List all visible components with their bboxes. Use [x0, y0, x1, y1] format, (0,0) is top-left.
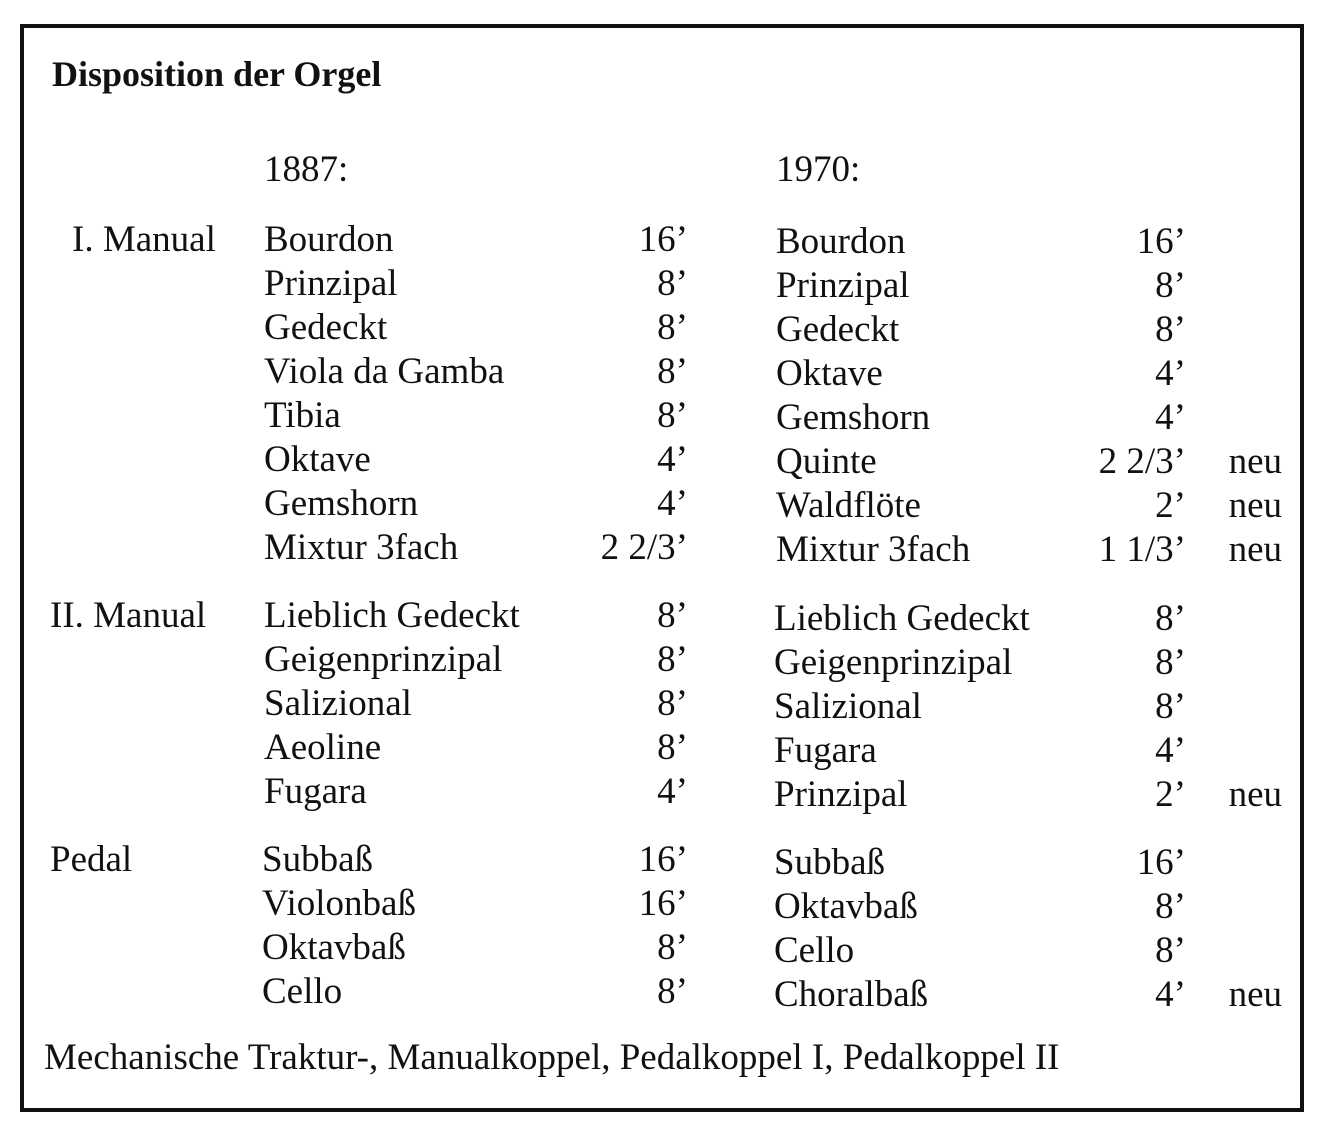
stop-footage: 8’: [1155, 642, 1186, 683]
stop-name: Oktave: [776, 353, 883, 394]
stop-row: [264, 682, 688, 726]
stop-name: Gedeckt: [264, 307, 388, 348]
stop-row: [264, 350, 688, 394]
stop-footage: 8’: [1155, 886, 1186, 927]
stop-name: Gemshorn: [264, 483, 419, 524]
stop-footage: 8’: [657, 683, 688, 724]
stop-row: [264, 482, 688, 526]
stop-name: Cello: [774, 930, 855, 971]
stop-list-1970-pedal: [774, 841, 1282, 1017]
stop-list-1970-manual-2: [774, 597, 1282, 817]
stop-row: [774, 885, 1186, 929]
stop-footage: 8’: [657, 395, 688, 436]
stop-row: [262, 882, 688, 926]
stop-footage: 16’: [638, 883, 688, 924]
stop-name: Aeoline: [264, 727, 382, 768]
year-heading-1887: 1887:: [264, 149, 349, 190]
stop-footage: 4’: [1155, 730, 1186, 771]
stop-footage: 1 1/3’: [1098, 529, 1186, 570]
new-stop-badge: neu: [1228, 974, 1282, 1015]
stop-row: [774, 685, 1186, 729]
stop-name: Salizional: [264, 683, 412, 724]
stop-footage: 16’: [1136, 842, 1186, 883]
stop-name: Prinzipal: [774, 774, 908, 815]
stop-name: Prinzipal: [776, 265, 910, 306]
stop-name: Gemshorn: [776, 397, 931, 438]
stop-row: [264, 526, 688, 570]
stop-name: Fugara: [774, 730, 877, 771]
new-stop-badge: neu: [1228, 774, 1282, 815]
stop-name: Quinte: [776, 441, 877, 482]
stop-row: [776, 484, 1282, 528]
stop-name: Tibia: [264, 395, 341, 436]
stop-footage: 8’: [1155, 309, 1186, 350]
stop-footage: 8’: [657, 639, 688, 680]
stop-footage: 4’: [657, 771, 688, 812]
stop-name: Mixtur 3fach: [776, 529, 971, 570]
stop-name: Mixtur 3fach: [264, 527, 459, 568]
stop-footage: 4’: [1155, 974, 1186, 1015]
stop-list-1887-manual-1: [264, 218, 688, 570]
stop-name: Fugara: [264, 771, 367, 812]
stop-name: Choralbaß: [774, 974, 929, 1015]
stop-row: [264, 726, 688, 770]
stop-name: Oktave: [264, 439, 371, 480]
stop-name: Violonbaß: [262, 883, 416, 924]
stop-footage: 8’: [1155, 265, 1186, 306]
stop-row: [776, 352, 1186, 396]
stop-name: Gedeckt: [776, 309, 900, 350]
stop-name: Oktavbaß: [262, 927, 406, 968]
stop-name: Waldflöte: [776, 485, 921, 526]
new-stop-badge: neu: [1228, 441, 1282, 482]
stop-row: [264, 262, 688, 306]
stop-row: [262, 926, 688, 970]
stop-name: Bourdon: [776, 221, 906, 262]
stop-footage: 2 2/3’: [1098, 441, 1186, 482]
stop-footage: 4’: [657, 483, 688, 524]
stop-name: Bourdon: [264, 219, 394, 260]
stop-footage: 8’: [1155, 930, 1186, 971]
stop-footage: 8’: [1155, 686, 1186, 727]
stop-footage: 16’: [638, 219, 688, 260]
stop-name: Oktavbaß: [774, 886, 918, 927]
section-label-manual-2: II. Manual: [50, 595, 207, 636]
stop-footage: 8’: [657, 727, 688, 768]
stop-name: Subbaß: [774, 842, 885, 883]
stop-footage: 8’: [657, 927, 688, 968]
stop-row: [774, 841, 1186, 885]
stop-row: [776, 440, 1282, 484]
stop-name: Geigenprinzipal: [264, 639, 503, 680]
stop-footage: 16’: [638, 839, 688, 880]
stop-row: [264, 394, 688, 438]
stop-footage: 8’: [657, 595, 688, 636]
stop-row: [774, 973, 1282, 1017]
stop-row: [774, 773, 1282, 817]
stop-name: Viola da Gamba: [264, 351, 505, 392]
new-stop-badge: neu: [1228, 529, 1282, 570]
stop-footage: 2’: [1155, 485, 1186, 526]
stop-footage: 8’: [657, 307, 688, 348]
stop-row: [774, 641, 1186, 685]
stop-row: [774, 729, 1186, 773]
stop-row: [774, 597, 1186, 641]
footer-note: Mechanische Traktur-, Manualkoppel, Pedalkoppel I, Pedalkoppel II: [44, 1037, 1060, 1078]
stop-footage: 2’: [1155, 774, 1186, 815]
page-title: Disposition der Orgel: [52, 54, 382, 94]
stop-row: [774, 929, 1186, 973]
stop-row: [264, 770, 688, 814]
stop-name: Salizional: [774, 686, 922, 727]
stop-footage: 8’: [657, 971, 688, 1012]
section-label-pedal: Pedal: [50, 839, 133, 880]
stop-row: [776, 264, 1186, 308]
stop-footage: 4’: [1155, 397, 1186, 438]
stop-footage: 2 2/3’: [600, 527, 688, 568]
stop-row: [262, 838, 688, 882]
new-stop-badge: neu: [1228, 485, 1282, 526]
stop-name: Subbaß: [262, 839, 373, 880]
section-label-manual-1: I. Manual: [72, 219, 216, 260]
stop-row: [776, 528, 1282, 572]
stop-footage: 8’: [1155, 598, 1186, 639]
stop-row: [776, 308, 1186, 352]
stop-row: [264, 594, 688, 638]
stop-list-1887-manual-2: [264, 594, 688, 814]
stop-row: [264, 438, 688, 482]
year-heading-1970: 1970:: [776, 149, 861, 190]
stop-row: [776, 220, 1186, 264]
stop-row: [264, 638, 688, 682]
stop-name: Geigenprinzipal: [774, 642, 1013, 683]
stop-name: Prinzipal: [264, 263, 398, 304]
stop-list-1887-pedal: [262, 838, 688, 1014]
stop-list-1970-manual-1: [776, 220, 1282, 572]
stop-row: [264, 218, 688, 262]
stop-footage: 8’: [657, 263, 688, 304]
stop-row: [262, 970, 688, 1014]
stop-row: [776, 396, 1186, 440]
stop-row: [264, 306, 688, 350]
stop-name: Lieblich Gedeckt: [774, 598, 1030, 639]
stop-footage: 8’: [657, 351, 688, 392]
stop-name: Lieblich Gedeckt: [264, 595, 520, 636]
stop-name: Cello: [262, 971, 343, 1012]
stop-footage: 4’: [657, 439, 688, 480]
stop-footage: 4’: [1155, 353, 1186, 394]
stop-footage: 16’: [1136, 221, 1186, 262]
